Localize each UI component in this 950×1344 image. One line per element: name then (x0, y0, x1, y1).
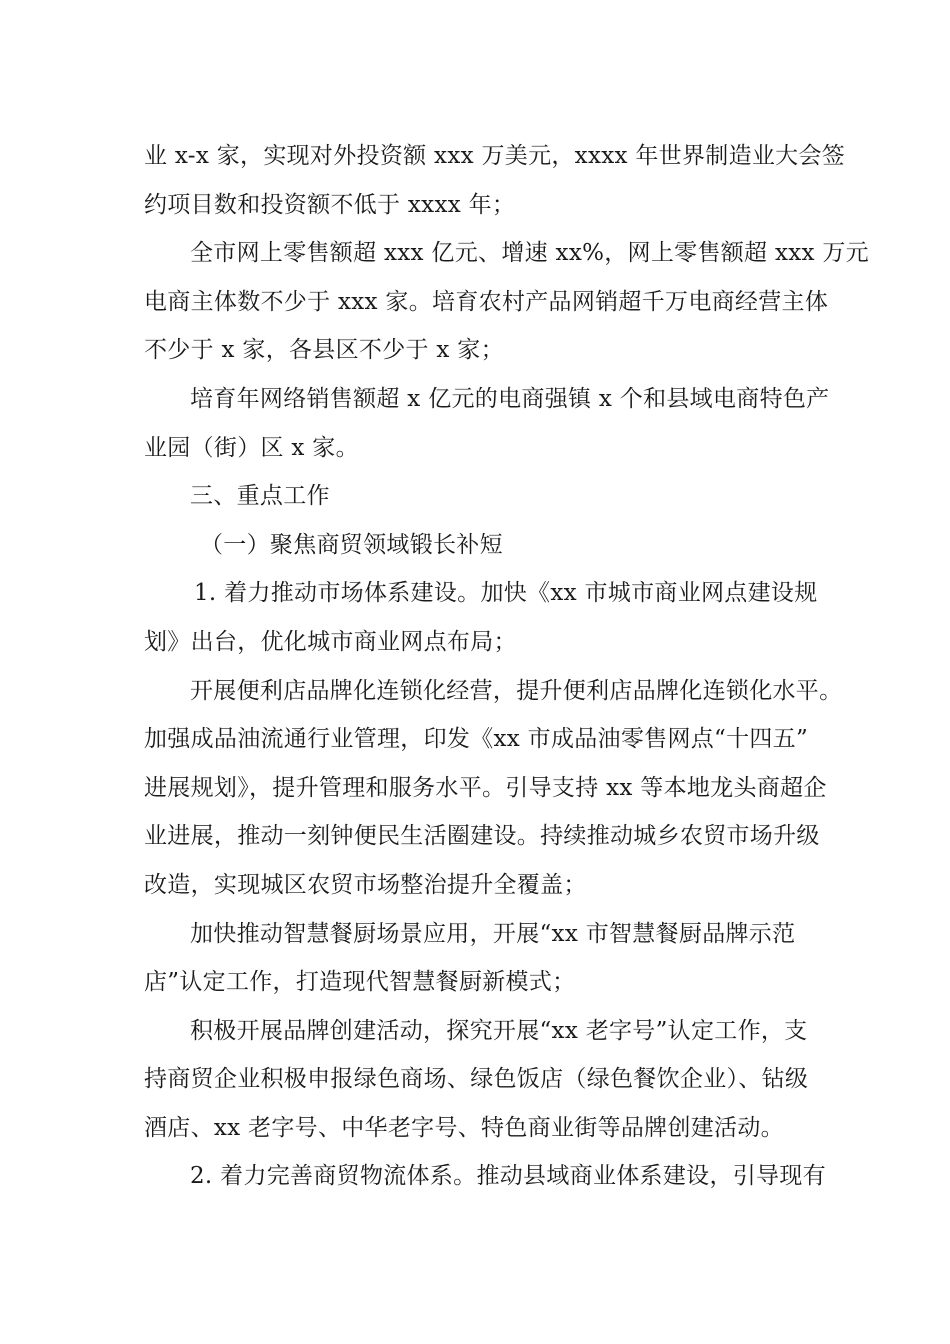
document-body (144, 132, 869, 1201)
paragraph-line: 业进展，推动一刻钟便民生活圈建设。持续推动城乡农贸市场升级 (144, 823, 820, 850)
paragraph-line: 店”认定工作，打造现代智慧餐厨新模式； (144, 969, 576, 996)
paragraph-line: 业园（街）区 x 家。 (144, 434, 359, 461)
paragraph-line: 改造，实现城区农贸市场整治提升全覆盖； (144, 871, 587, 898)
paragraph-line: 业 x-x 家，实现对外投资额 xxx 万美元，xxxx 年世界制造业大会签 (144, 143, 846, 169)
paragraph-line: 积极开展品牌创建活动，探究开展“xx 老字号”认定工作，支 (190, 1017, 808, 1044)
paragraph-line: 电商主体数不少于 xxx 家。培育农村产品网销超千万电商经营主体 (144, 288, 829, 315)
paragraph-line: 全市网上零售额超 xxx 亿元、增速 xx%，网上零售额超 xxx 万元 (190, 240, 869, 267)
paragraph-line: 1. 着力推动市场体系建设。加快《xx 市城市商业网点建设规 (194, 580, 818, 607)
paragraph-line: 不少于 x 家，各县区不少于 x 家； (144, 337, 504, 364)
paragraph-line: 约项目数和投资额不低于 xxxx 年； (144, 191, 516, 218)
paragraph-line: 酒店、xx 老字号、中华老字号、特色商业街等品牌创建活动。 (144, 1114, 784, 1141)
paragraph-line: 加强成品油流通行业管理，印发《xx 市成品油零售网点“十四五” (144, 726, 809, 753)
subsection-heading: （一）聚焦商贸领域锻长补短 (200, 531, 503, 558)
paragraph-line: 进展规划》，提升管理和服务水平。引导支持 xx 等本地龙头商超企 (144, 774, 827, 801)
paragraph-line: 持商贸企业积极申报绿色商场、绿色饭店（绿色餐饮企业）、钻级 (144, 1066, 809, 1093)
paragraph-line: 2. 着力完善商贸物流体系。推动县域商业体系建设，引导现有 (190, 1163, 826, 1190)
paragraph-line: 加快推动智慧餐厨场景应用，开展“xx 市智慧餐厨品牌示范 (190, 920, 796, 947)
paragraph-line: 开展便利店品牌化连锁化经营，提升便利店品牌化连锁化水平。 (190, 677, 843, 704)
paragraph-line: 培育年网络销售额超 x 亿元的电商强镇 x 个和县域电商特色产 (190, 385, 830, 412)
paragraph-line: 划》出台，优化城市商业网点布局； (144, 628, 517, 655)
section-heading: 三、重点工作 (190, 483, 330, 510)
